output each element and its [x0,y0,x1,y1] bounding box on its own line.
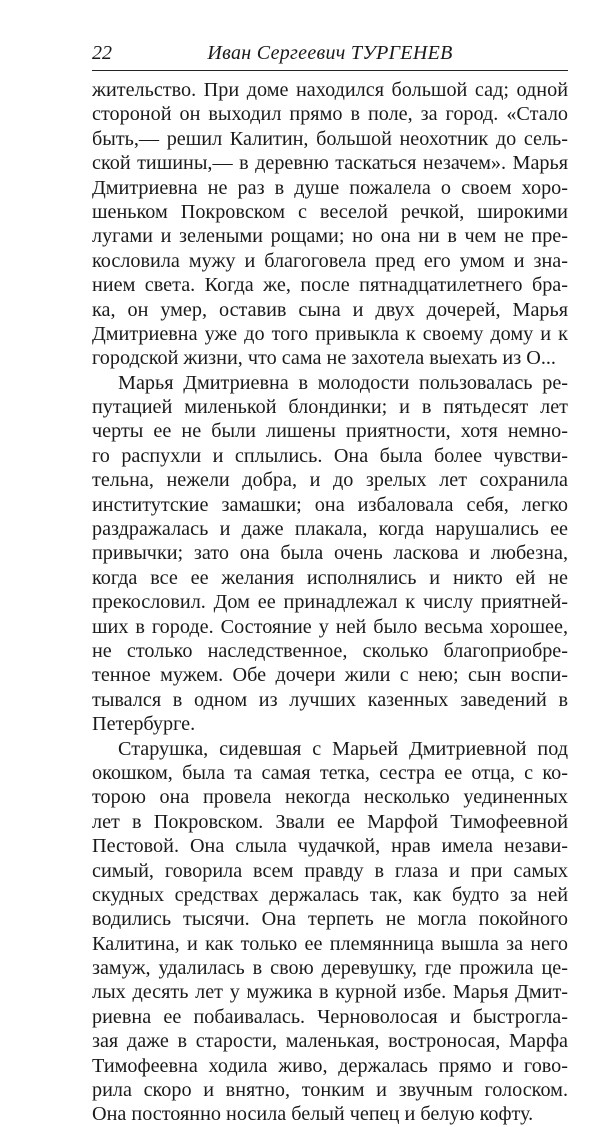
page-header [92,40,568,71]
text-line: Старушка, сидевшая с Марьей Дмитриевной под [118,737,568,760]
text-line: Тимофеевна ходила живо, держалась прямо и гово- [92,1054,568,1077]
text-line: тывался в одном из лучших казенных заведений в [92,688,568,711]
text-line: риевна ее побаивалась. Черноволосая и быстрогла- [92,1005,568,1028]
text-line: лет в Покровском. Звали ее Марфой Тимофеевной [92,810,568,833]
text-line: не столько наследственное, сколько благоприобре- [92,639,568,662]
text-line: Марья Дмитриевна в молодости пользовалась ре- [118,371,568,394]
text-line: ской тишины,— в деревню таскаться незачем». Марья [92,152,568,175]
text-line: зая даже в старости, маленькая, востроносая, Марфа [92,1030,568,1053]
text-line: стороной он выходил прямо в поле, за город. «Стало [92,103,568,126]
text-line: тельна, нежели добра, и до зрелых лет сохранила [92,469,568,492]
text-line: ка, он умер, оставив сына и двух дочерей, Марья [92,298,568,321]
text-line: лых десять лет у мужика в курной избе. Марья Дмит- [92,981,568,1004]
paragraph [92,737,568,1127]
text-line: тенное мужем. Обе дочери жили с нею; сын воспи- [92,664,568,687]
paragraph [92,371,568,737]
text-line: кословила мужу и благоговела пред его умом и зна- [92,249,568,272]
text-line: путацией миленькой блондинки; и в пятьдесят лет [92,396,568,419]
text-line: черты ее не были лишены приятности, хотя немно- [92,420,568,443]
text-line: институтские замашки; она избаловала себя, легко [92,493,568,516]
running-title: Иван Сергеевич ТУРГЕНЕВ [207,42,453,64]
text-line: Дмитриевна не раз в душе пожалела о своем хоро- [92,176,568,199]
text-line: привычки; зато она была очень ласкова и любезна, [92,542,568,565]
text-line: Пестовой. Она слыла чудачкой, нрав имела незави- [92,835,568,858]
text-line: прекословил. Дом ее принадлежал к числу приятней- [92,591,568,614]
text-line: рила скоро и внятно, тонким и звучным голоском. [92,1079,568,1102]
text-line: Она постоянно носила белый чепец и белую кофту. [92,1103,534,1126]
text-line: быть,— решил Калитин, большой неохотник до сель- [92,127,568,150]
text-line: Калитина, и как только ее племянница вышла за него [92,932,568,955]
text-line: Петербурге. [92,713,196,736]
text-line: лугами и зелеными рощами; но она ни в чем не пре- [92,225,568,248]
text-line: городской жизни, что сама не захотела выехать из О... [92,347,556,370]
text-line: торою она провела некогда несколько уединенных [92,786,568,809]
text-line: нием света. Когда же, после пятнадцатилетнего бра- [92,274,568,297]
paragraph [92,78,568,371]
text-line: окошком, была та самая тетка, сестра ее отца, с ко- [92,761,568,784]
page-number: 22 [92,42,112,64]
text-line: жительство. При доме находился большой сад; одной [92,79,568,101]
text-line: скудных средствах держалась так, как будто за ней [92,883,568,906]
text-line: Дмитриевна уже до того привыкла к своему дому и к [92,322,568,345]
text-line: раздражалась и даже плакала, когда нарушались ее [92,518,568,541]
text-line: когда все ее желания исполнялись и никто ей не [92,566,568,589]
text-line: го распухли и сплылись. Она была более чувстви- [92,444,568,467]
text-line: замуж, удалилась в свою деревушку, где прожила це- [92,957,568,980]
text-line: ших в городе. Состояние у ней было весьма хорошее, [92,615,568,638]
text-line: симый, говорила всем правду в глаза и при самых [92,859,568,882]
text-line: водились тысячи. Она терпеть не могла покойного [92,908,568,931]
body-text [92,78,568,1127]
text-line: шеньком Покровском с веселой речкой, широкими [92,200,568,223]
